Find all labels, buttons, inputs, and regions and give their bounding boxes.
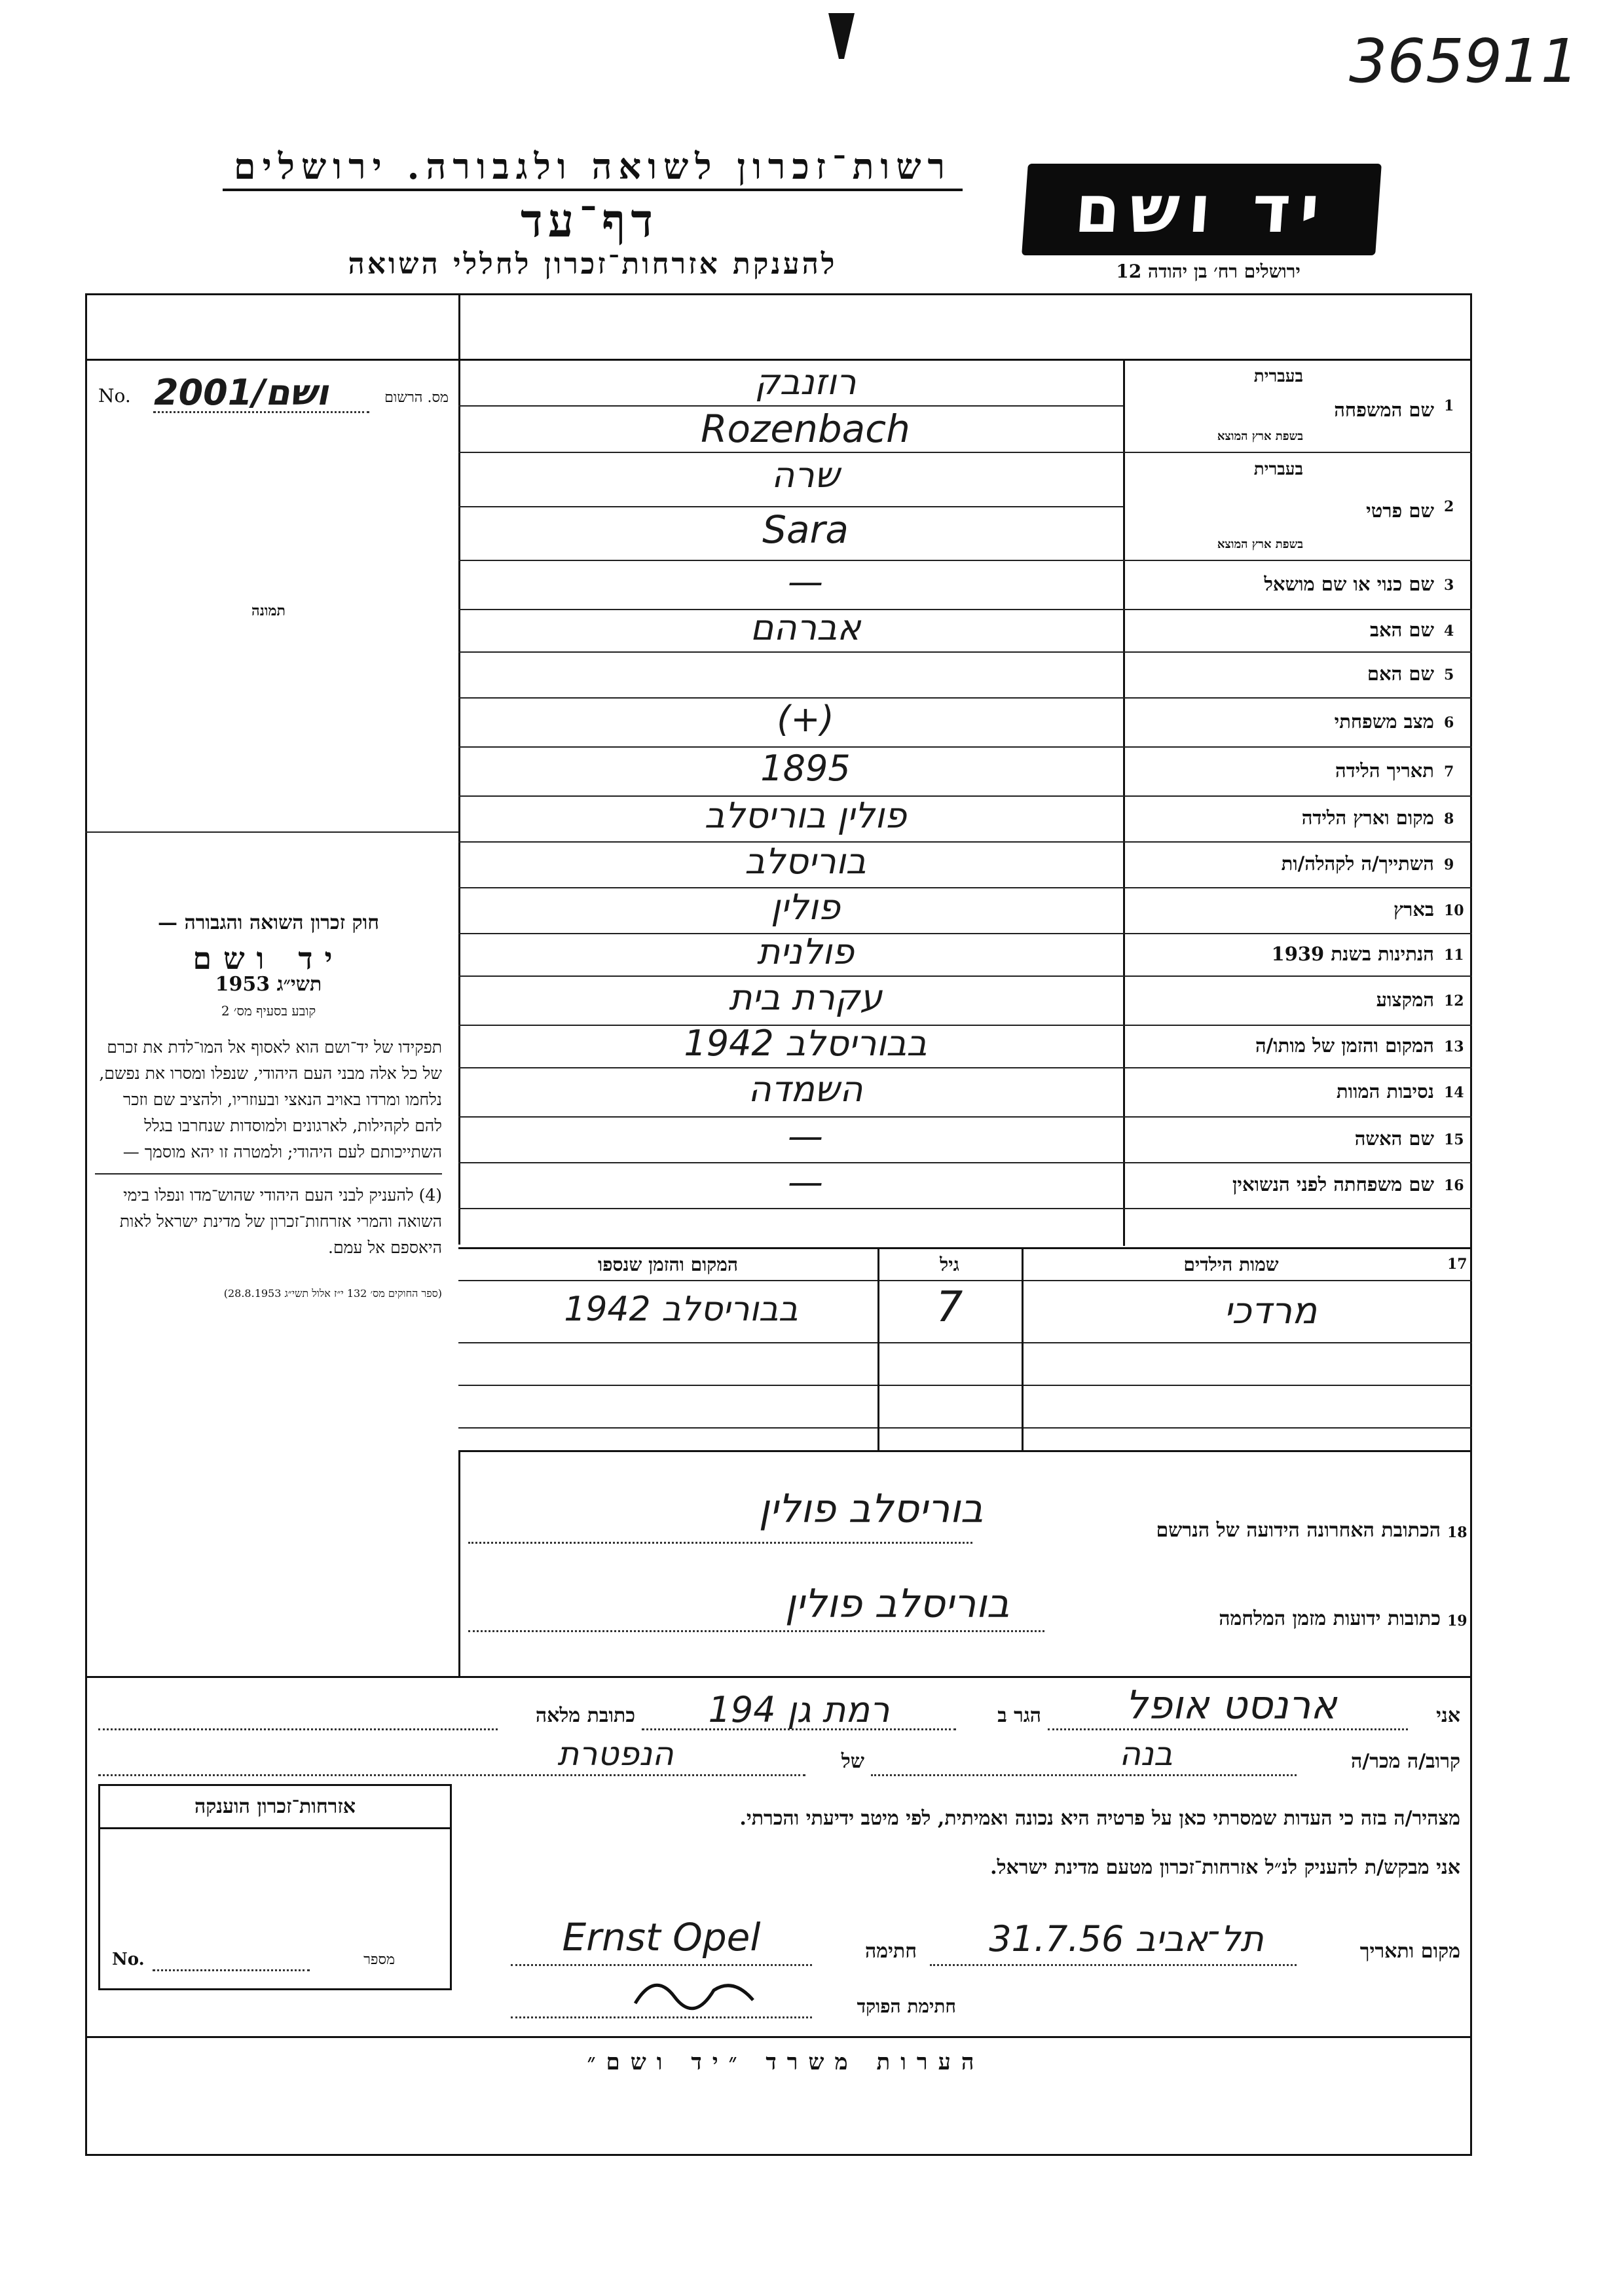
row-15-number: 15 [1444,1131,1464,1148]
yad-vashem-logo [1022,164,1382,255]
row-6-number: 6 [1444,714,1454,731]
footer-office-notes: הערות משרד ״יד ושם״ [587,2049,985,2075]
law-reference: (ספר החוקים מס׳ 132 י״ז אלול תשי״ג 28.8.1953) [223,1287,442,1300]
row-1-number: 1 [1444,397,1454,414]
registration [98,372,449,419]
row-1-label: שם המשפחה [1334,399,1434,421]
row-17-number: 17 [1447,1256,1467,1273]
citizenship-box [98,1784,452,1990]
row-15-label: שם האשה [1354,1127,1434,1150]
row-10-number: 10 [1444,902,1464,919]
row-2-native-label: בשפת ארץ המוצא [1217,538,1303,551]
archive-number: 365911 [1349,26,1579,96]
address-last-label: הכתובת האחרונה הידועה של הנרשם [1156,1519,1441,1542]
row-13-label: המקום והזמן של מותו/ה [1255,1034,1434,1057]
registration-prefix: No. [98,385,131,407]
row-19-number: 19 [1447,1613,1467,1630]
row-4-label: שם האב [1369,618,1434,641]
row-8-number: 8 [1444,811,1454,828]
decl-ani: אני [1436,1704,1460,1727]
row-1-hebrew-label: בעברית [1253,367,1303,386]
children-col-names: שמות הילדים [1183,1254,1279,1275]
citizenship-number-label: מספר [363,1952,395,1968]
children-col-age: גיל [940,1254,959,1275]
decl-of-label: של [841,1750,864,1773]
row-7-value: 1895 [760,747,851,789]
decl-statement-1: מצהיר/ה בזה כי העדות שמסרתי כאן על פרטיה היא נכונה ואמיתית, לפי מיטב ידיעתי והכרתי. [739,1807,1460,1830]
decl-name: ארנסט אופל [1125,1683,1337,1728]
citizenship-no: No. [112,1950,145,1969]
place-date-label: מקום ותאריך [1359,1940,1460,1963]
form-title: דף־עד [520,193,658,247]
decl-of-value: הנפטרת [557,1735,674,1773]
row-16-number: 16 [1444,1177,1464,1194]
decl-statement-2: אני מבקש/ת להעניק לנ״ל אזרחות־זכרון מטעם מדינת ישראל. [990,1856,1460,1879]
officer-signature [629,1964,760,2016]
row-3-value: — [788,560,823,602]
row-15-value: — [788,1116,823,1157]
row-8-value: פולין בוריסלב [704,795,907,836]
row-6-value: (+) [777,698,834,740]
child-name: מרדכי [1223,1290,1318,1332]
row-13-number: 13 [1444,1038,1464,1055]
decl-address: רמת גן 194 [708,1689,890,1730]
law-name: יד ושם [193,941,344,976]
logo-text: יד ושם [1072,171,1331,247]
row-18-number: 18 [1447,1524,1467,1541]
row-4-number: 4 [1444,622,1454,640]
child-place: בבוריסלב 1942 [564,1290,798,1329]
row-11-value: פולנית [756,930,855,972]
row-11-label: הנתינות בשנת 1939 [1271,942,1434,965]
row-14-label: נסיבות המוות [1336,1080,1434,1102]
row-16-value: — [788,1161,823,1203]
row-12-number: 12 [1444,992,1464,1010]
registration-label: מס. הרשום [384,390,449,406]
row-4-value: אברהם [750,606,861,648]
row-5-number: 5 [1444,666,1454,683]
place-date-value: תל־אביב 31.7.56 [989,1918,1264,1959]
row-2-hebrew-label: בעברית [1253,460,1303,479]
row-9-number: 9 [1444,856,1454,873]
officer-signature-label: חתימת הפוקד [857,1995,956,2017]
decl-relative-label: קרוב/ה מכר/ה [1351,1750,1460,1773]
law-text [95,910,442,1307]
row-9-label: השתייך/ה לקהלה/ות [1281,852,1434,875]
row-13-value: בבוריסלב 1942 [684,1022,927,1064]
row-10-value: פולין [771,886,840,928]
row-11-number: 11 [1444,946,1464,964]
row-5-label: שם האם [1367,663,1434,685]
row-3-label: שם כנוי או שם מושאל [1264,572,1434,595]
row-9-value: בוריסלב [745,841,866,882]
law-section: קובע בסעיף מס׳ 2 [221,1003,316,1019]
row-14-number: 14 [1444,1084,1464,1101]
row-14-value: השמדה [748,1068,863,1110]
row-6-label: מצב משפחתי [1334,710,1434,733]
address-war-value: בוריסלב פולין [784,1581,1010,1627]
row-2-value: שרה [771,454,840,496]
header-line1: רשות־זכרון לשואה ולגבורה. ירושלים [223,145,963,191]
row-3-number: 3 [1444,576,1454,594]
row-2-value-native: Sara [762,507,849,552]
row-2-label: שם פרטי [1366,499,1434,522]
address-last-value: בוריסלב פולין [758,1486,984,1532]
row-10-label: בארץ [1393,898,1434,920]
photo-label: תמונה [251,602,286,619]
children-col-place: המקום והזמן שנספו [598,1254,738,1275]
row-12-label: המקצוע [1376,988,1434,1011]
row-12-value: עקרת בית [728,976,883,1018]
law-year: תשי״ג 1953 [215,973,322,996]
citizenship-box-title: אזרחות־זכרון הוענקה [100,1786,450,1829]
child-age: 7 [936,1283,963,1332]
law-paragraph-2: (4) להעניק לבני העם היהודי שהוש־מדו ונפלו בימי השואה והמרי אזרחות־זכרון של מדינת ישראל לאות היאספם אל עמם. [119,1186,442,1257]
row-16-label: שם משפחתה לפני הנשואין [1232,1173,1434,1195]
decl-resident: הגר ב [997,1704,1041,1727]
signature-value: Ernst Opel [562,1915,761,1959]
signature-label: חתימה [865,1940,917,1963]
law-title: חוק זכרון השואה והגבורה — [158,911,379,934]
row-1-value: רוזנבק [754,361,857,403]
decl-full-address-label: כתובת מלאה [535,1704,635,1727]
row-2-number: 2 [1444,498,1454,515]
row-8-label: מקום וארץ הלידה [1301,807,1434,829]
punch-mark [828,13,855,59]
row-1-value-native: Rozenbach [701,407,910,451]
law-paragraph-1: תפקידו של יד־ושם הוא לאסוף אל המו־לדת את זכרם של כל אלה מבני העם היהודי, שנפלו ומסרו את נפשם, נלחמו ומרדו באויב הנאצי ובעוזריו, ולהציב שם וזכר להם לקהילות, לארגונים ולמוסדות שנחרבו בגלל השתייכותם לעם היהודי; ולמטרה זו יהא מוסמך — [99,1038,442,1161]
address-war-label: כתובות ידועות מזמן המלחמה [1219,1607,1441,1630]
form-subtitle: להענקת אזרחות־זכרון לחללי השואה [348,247,838,281]
decl-relation: בנה [1119,1735,1173,1773]
row-1-native-label: בשפת ארץ המוצא [1217,429,1303,443]
row-7-number: 7 [1444,763,1454,780]
row-7-label: תאריך הלידה [1335,759,1434,782]
registration-number: 2001/ושם [154,372,329,413]
header-address: ירושלים רח׳ בן יהודה 12 [1116,261,1301,282]
